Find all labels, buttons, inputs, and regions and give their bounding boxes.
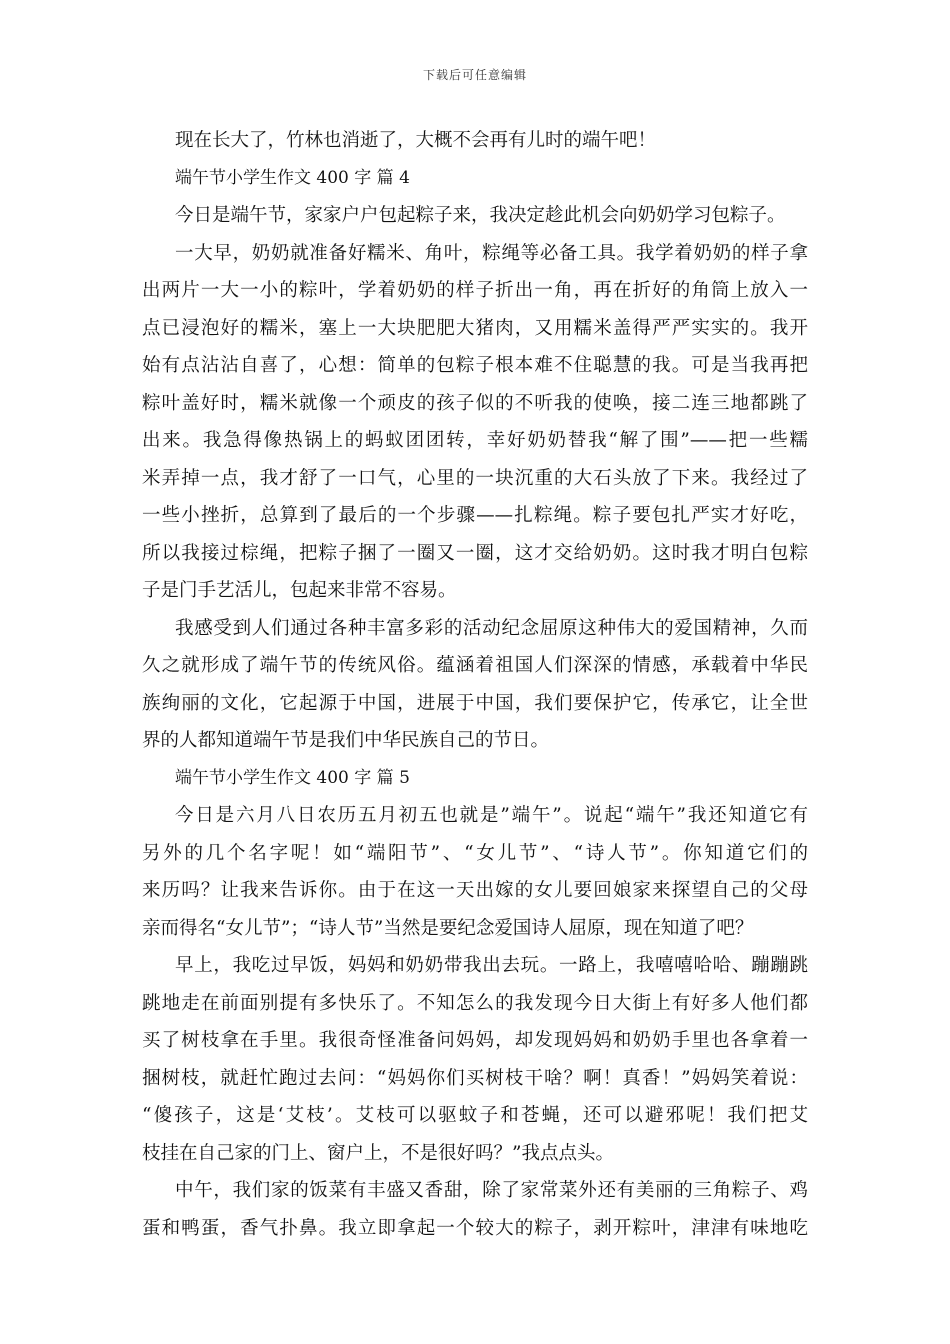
text-line: 所以我接过棕绳，把粽子捆了一圈又一圈，这才交给奶奶。这时我才明白包粽 [142, 542, 808, 564]
page-header: 下载后可任意编辑 [422, 68, 527, 82]
text-line: 早上，我吃过早饭，妈妈和奶奶带我出去玩。一路上，我嘻嘻哈哈、蹦蹦跳 [175, 955, 808, 976]
section-heading: 端午节小学生作文 400 字 篇 5 [175, 767, 410, 788]
text-line: 中午，我们家的饭菜有丰盛又香甜，除了家常菜外还有美丽的三角粽子、鸡 [175, 1180, 808, 1201]
text-line: 跳地走在前面别提有多快乐了。不知怎么的我发现今日大街上有好多人他们都 [142, 992, 808, 1014]
text-line: 米弄掉一点，我才舒了一口气，心里的一块沉重的大石头放了下来。我经过了 [142, 467, 808, 489]
text-line: 子是门手艺活儿，包起来非常不容易。 [142, 580, 457, 601]
text-line: 今日是六月八日农历五月初五也就是”端午”。说起“端午”我还知道它有 [175, 805, 808, 826]
text-line: 买了树枝拿在手里。我很奇怪准备问妈妈，却发现妈妈和奶奶手里也各拿着一 [142, 1030, 808, 1051]
section-heading: 端午节小学生作文 400 字 篇 4 [175, 167, 410, 188]
document-body [142, 122, 808, 1247]
text-line: 亲而得名“女儿节”；“诗人节”当然是要纪念爱国诗人屈原，现在知道了吧？ [142, 917, 754, 939]
text-line: 现在长大了，竹林也消逝了，大概不会再有儿时的端午吧！ [175, 130, 657, 151]
text-line: 捆树枝，就赶忙跑过去问：“妈妈你们买树枝干啥？啊！真香！”妈妈笑着说： [142, 1067, 808, 1089]
text-line: 点已浸泡好的糯米，塞上一大块肥肥大猪肉，又用糯米盖得严严实实的。我开 [142, 317, 808, 339]
text-line: 一些小挫折，总算到了最后的一个步骤——扎粽绳。粽子要包扎严实才好吃， [142, 505, 808, 526]
text-line: “傻孩子，这是‘艾枝’。艾枝可以驱蚊子和苍蝇，还可以避邪呢！我们把艾 [142, 1105, 808, 1126]
text-line: 蛋和鸭蛋，香气扑鼻。我立即拿起一个较大的粽子，剥开粽叶，津津有味地吃 [142, 1217, 808, 1239]
text-line: 族绚丽的文化，它起源于中国，进展于中国，我们要保护它，传承它，让全世 [142, 692, 808, 714]
text-line: 粽叶盖好时，糯米就像一个顽皮的孩子似的不听我的使唤，接二连三地都跳了 [142, 392, 808, 414]
text-line: 今日是端午节，家家户户包起粽子来，我决定趁此机会向奶奶学习包粽子。 [175, 205, 786, 226]
text-line: 界的人都知道端午节是我们中华民族自己的节日。 [142, 730, 550, 751]
text-line: 出来。我急得像热锅上的蚂蚁团团转，幸好奶奶替我“解了围”——把一些糯 [142, 430, 808, 451]
text-line: 始有点沾沾自喜了，心想：简单的包粽子根本难不住聪慧的我。可是当我再把 [142, 355, 808, 376]
text-line: 久之就形成了端午节的传统风俗。蕴涵着祖国人们深深的情感，承载着中华民 [142, 655, 808, 676]
text-line: 另外的几个名字呢！如“端阳节”、“女儿节”、“诗人节”。你知道它们的 [142, 842, 808, 864]
text-line: 来历吗？让我来告诉你。由于在这一天出嫁的女儿要回娘家来探望自己的父母 [142, 880, 808, 901]
text-line: 枝挂在自己家的门上、窗户上，不是很好吗？”我点点头。 [142, 1142, 614, 1164]
text-line: 我感受到人们通过各种丰富多彩的活动纪念屈原这种伟大的爱国精神，久而 [175, 617, 808, 639]
text-line: 出两片一大一小的粽叶，学着奶奶的样子折出一角，再在折好的角筒上放入一 [142, 280, 808, 301]
text-line: 一大早，奶奶就准备好糯米、角叶，粽绳等必备工具。我学着奶奶的样子拿 [175, 242, 808, 264]
